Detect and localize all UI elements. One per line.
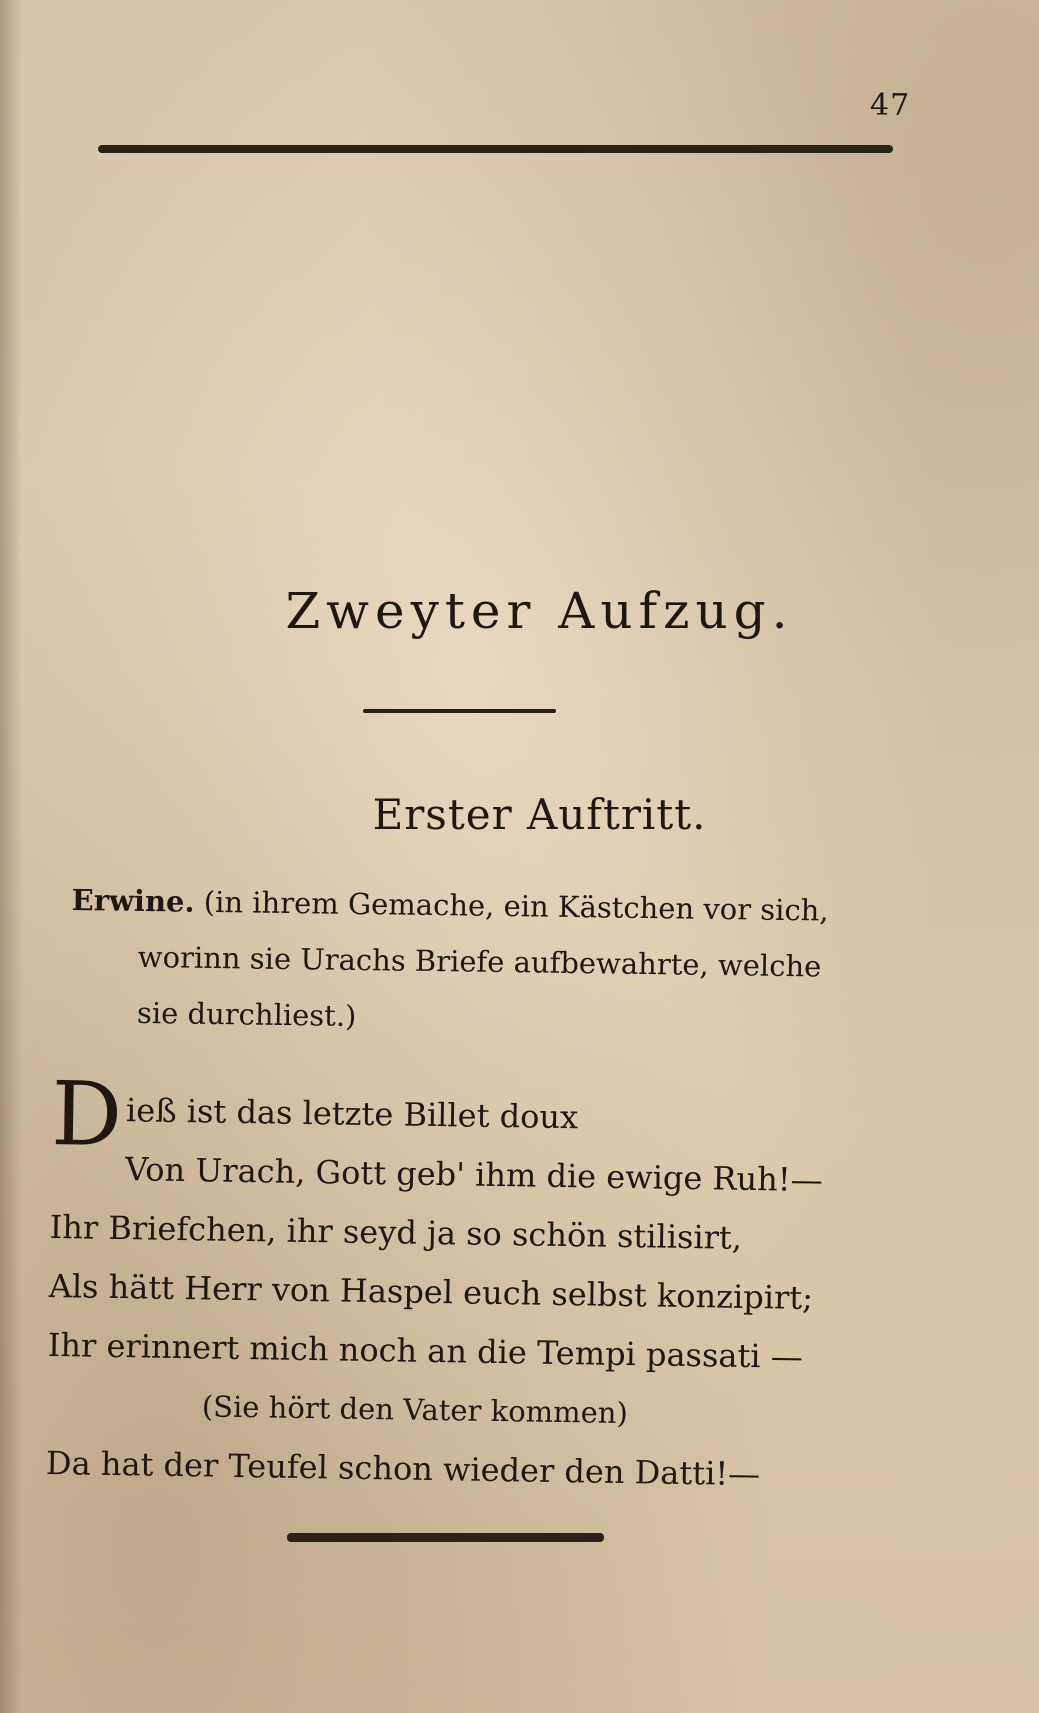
inline-stage-direction: (Sie hört den Vater kommen) bbox=[201, 1389, 629, 1431]
scene-title: Erster Auftritt. bbox=[372, 790, 707, 839]
page-edge-shadow bbox=[0, 0, 22, 1713]
verse-line-4: Als hätt Herr von Haspel euch selbst konzipirt; bbox=[48, 1266, 814, 1317]
top-rule bbox=[98, 145, 893, 153]
verse-line-6: Da hat der Teufel schon wieder den Datti!— bbox=[45, 1443, 761, 1494]
stage-direction bbox=[70, 872, 912, 1052]
stage-direction-line-3: sie durchliest.) bbox=[136, 995, 357, 1033]
drop-initial: D bbox=[50, 1062, 123, 1167]
verse-line-3: Ihr Briefchen, ihr seyd ja so schön stilisirt, bbox=[49, 1207, 743, 1257]
stage-direction-line-1: (in ihrem Gemache, ein Kästchen vor sich, bbox=[203, 884, 829, 928]
bottom-rule bbox=[287, 1533, 604, 1542]
act-title: Zweyter Aufzug. bbox=[285, 582, 794, 640]
page-number: 47 bbox=[870, 88, 911, 123]
verse-line-1-text: ieß ist das letzte Billet doux bbox=[125, 1091, 579, 1137]
stage-direction-line-2: worinn sie Urachs Briefe aufbewahrte, welche bbox=[137, 939, 822, 984]
verse-block bbox=[45, 1062, 912, 1506]
verse-line-2: Von Urach, Gott geb' ihm die ewige Ruh!— bbox=[124, 1150, 823, 1200]
speaker-name: Erwine. bbox=[71, 882, 195, 919]
verse-line-5: Ihr erinnert mich noch an die Tempi passati — bbox=[47, 1325, 804, 1376]
title-divider bbox=[363, 709, 556, 713]
